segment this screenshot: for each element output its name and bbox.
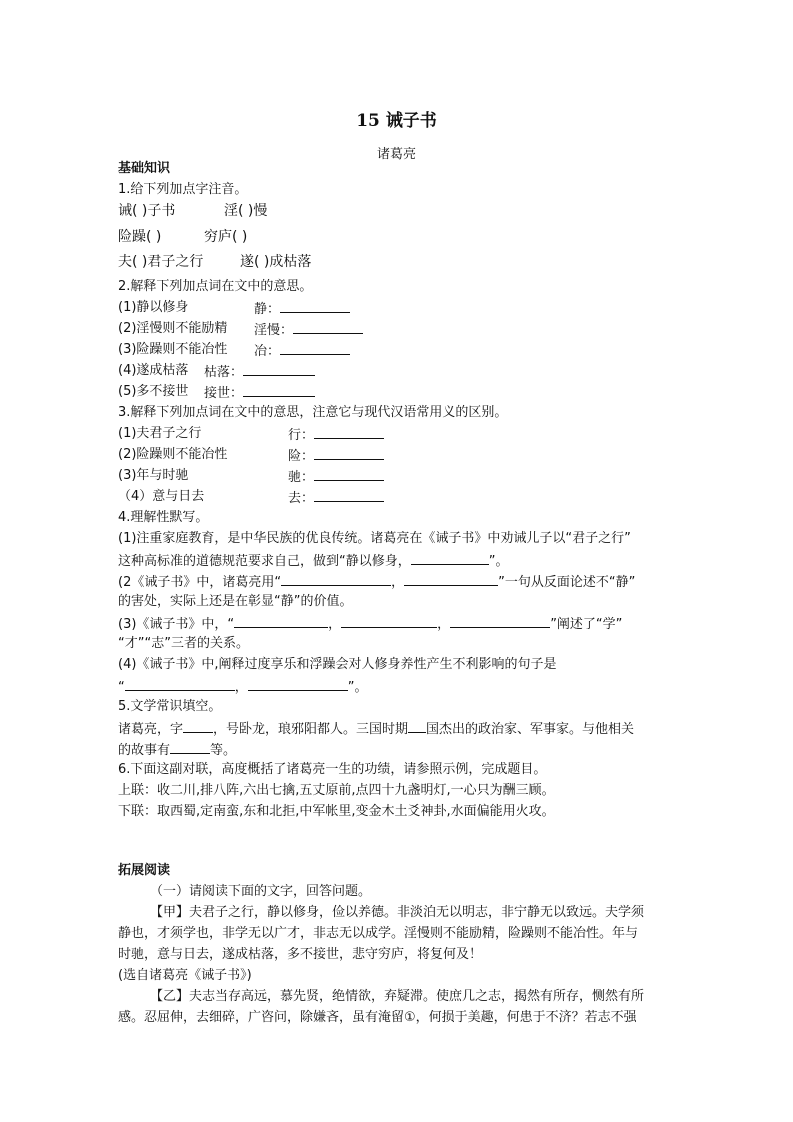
passage-jia-line-3: 时驰，意与日去，遂成枯落，多不接世，悲守穷庐，将复何及！ (118, 947, 483, 962)
answer-blank[interactable] (341, 614, 437, 628)
q5-line-2 (118, 740, 236, 760)
q4-3-end: ”阐述了“学” (550, 617, 623, 632)
q2-item-5: (5)多不接世 (118, 384, 189, 399)
q2-label-1: 静： (254, 302, 281, 317)
answer-blank[interactable] (314, 488, 384, 502)
answer-blank[interactable] (234, 614, 328, 628)
q1-item-3: 险躁( ) (118, 229, 162, 245)
q4-4-start: “ (118, 680, 125, 695)
q2-answer-1 (254, 299, 350, 319)
answer-blank[interactable] (170, 740, 210, 754)
q3-label-1: 行： (288, 428, 315, 443)
q4-1-line-2 (118, 551, 509, 571)
q2-item-4: (4)遂成枯落 (118, 363, 189, 378)
reading-intro: （一）请阅读下面的文字，回答问题。 (150, 884, 372, 899)
q4-2-sep: ， (391, 575, 405, 590)
answer-blank[interactable] (293, 320, 363, 334)
q4-4-line-1: (4)《诫子书》中,阐释过度享乐和浮躁会对人修身养性产生不利影响的句子是 (118, 657, 557, 672)
answer-blank[interactable] (125, 677, 235, 691)
q5-line-1 (118, 719, 634, 739)
couplet-upper: 上联：收二川,排八阵,六出七擒,五丈原前,点四十九盏明灯,一心只为酬三顾。 (118, 783, 555, 798)
q5-prompt: 5.文学常识填空。 (118, 699, 222, 714)
q2-answer-5 (204, 383, 315, 403)
page-title: 15 诫子书 (356, 111, 437, 131)
q5-text-3: 国杰出的政治家、军事家。与他相关 (426, 722, 635, 737)
answer-blank[interactable] (314, 425, 384, 439)
q1-item-5: 夫( )君子之行 (118, 254, 204, 270)
q4-2-end: ”一句从反面论述不“静” (498, 575, 636, 590)
q3-label-2: 险： (288, 449, 315, 464)
q3-answer-4 (288, 488, 384, 508)
q2-item-3: (3)险躁则不能冶性 (118, 342, 228, 357)
q5-text-2: ，号卧龙，琅邪阳都人。三国时期 (213, 722, 409, 737)
q3-prompt: 3.解释下列加点词在文中的意思，注意它与现代汉语常用义的区别。 (118, 405, 508, 420)
q2-answer-3 (254, 341, 350, 361)
q4-prompt: 4.理解性默写。 (118, 510, 209, 525)
q1-item-1: 诫( )子书 (118, 203, 176, 219)
couplet-lower: 下联：取西蜀,定南蛮,东和北拒,中军帐里,变金木土爻神卦,水面偏能用火攻。 (118, 804, 555, 819)
section-heading-extended: 拓展阅读 (118, 863, 171, 878)
q4-3-line-1: (3)《诫子书》中，“ ， ， ”阐述了“学” (118, 614, 622, 634)
q5-text-1: 诸葛亮，字 (118, 722, 184, 737)
q1-item-2: 淫( )慢 (224, 203, 268, 219)
answer-blank[interactable] (404, 572, 498, 586)
author-name: 诸葛亮 (376, 147, 416, 162)
answer-blank[interactable] (243, 383, 315, 397)
passage-source: (选自诸葛亮《诫子书》) (118, 968, 252, 983)
answer-blank[interactable] (411, 551, 489, 565)
answer-blank[interactable] (280, 341, 350, 355)
q1-item-4: 穷庐( ) (204, 229, 248, 245)
q3-label-3: 驰： (288, 470, 315, 485)
q2-item-1: (1)静以修身 (118, 300, 189, 315)
answer-blank[interactable] (243, 362, 315, 376)
passage-jia-line-1: 【甲】夫君子之行，静以修身，俭以养德。非淡泊无以明志，非宁静无以致远。夫学须 (150, 905, 645, 920)
q1-item-6: 遂( )成枯落 (240, 254, 312, 270)
answer-blank[interactable] (280, 299, 350, 313)
q4-2-text: (2《诫子书》中，诸葛亮用“ (118, 575, 282, 590)
answer-blank[interactable] (314, 446, 384, 460)
passage-yi-line-2: 感。忍屈伸，去细碎，广咨问，除嫌吝，虽有淹留①，何损于美趣，何患于不济？若志不强 (118, 1010, 637, 1025)
q4-4-line-2: “ ， ”。 (118, 677, 368, 697)
answer-blank[interactable] (183, 719, 213, 733)
answer-blank[interactable] (450, 614, 550, 628)
q1-prompt: 1.给下列加点字注音。 (118, 182, 248, 197)
section-heading-basic: 基础知识 (118, 161, 171, 176)
q3-item-1: (1)夫君子之行 (118, 426, 202, 441)
q5-text-4: 的故事有 (118, 743, 171, 758)
q3-answer-3 (288, 467, 384, 487)
q6-prompt: 6.下面这副对联，高度概括了诸葛亮一生的功绩，请参照示例，完成题目。 (118, 762, 547, 777)
q2-answer-4 (204, 362, 315, 382)
q4-1-text: 这种高标准的道德规范要求自己，做到“静以修身， (118, 554, 411, 569)
q4-1-end: ”。 (488, 554, 509, 569)
q3-item-3: (3)年与时驰 (118, 468, 189, 483)
q2-answer-2 (254, 320, 363, 340)
answer-blank[interactable] (408, 719, 426, 733)
q4-2-line-2: 的害处，实际上还是在彰显“静”的价值。 (118, 594, 353, 609)
q4-3-text: (3)《诫子书》中，“ (118, 617, 235, 632)
q3-item-4: （4）意与日去 (118, 489, 205, 504)
q4-4-end: ”。 (347, 680, 368, 695)
q4-3-line-2: “才”“志”三者的关系。 (118, 636, 249, 651)
passage-yi-line-1: 【乙】夫志当存高远，慕先贤，绝情欲，弃疑滞。使庶几之志，揭然有所存，恻然有所 (150, 989, 645, 1004)
q3-answer-2 (288, 446, 384, 466)
q4-2-line-1 (118, 572, 635, 592)
passage-jia-line-2: 静也，才须学也，非学无以广才，非志无以成学。淫慢则不能励精，险躁则不能冶性。年与 (118, 926, 639, 941)
q3-item-2: (2)险躁则不能冶性 (118, 447, 228, 462)
q2-label-4: 枯落： (204, 365, 244, 380)
answer-blank[interactable] (281, 572, 391, 586)
q5-text-5: 等。 (210, 743, 237, 758)
answer-blank[interactable] (314, 467, 384, 481)
q3-answer-1 (288, 425, 384, 445)
q3-label-4: 去： (288, 491, 315, 506)
q2-label-5: 接世： (204, 386, 244, 401)
q2-prompt: 2.解释下列加点词在文中的意思。 (118, 279, 313, 294)
q2-item-2: (2)淫慢则不能励精 (118, 321, 228, 336)
q2-label-3: 冶： (254, 344, 281, 359)
q4-1-line-1: (1)注重家庭教育，是中华民族的优良传统。诸葛亮在《诫子书》中劝诫儿子以“君子之行” (118, 531, 631, 546)
q2-label-2: 淫慢： (254, 323, 294, 338)
answer-blank[interactable] (248, 677, 348, 691)
